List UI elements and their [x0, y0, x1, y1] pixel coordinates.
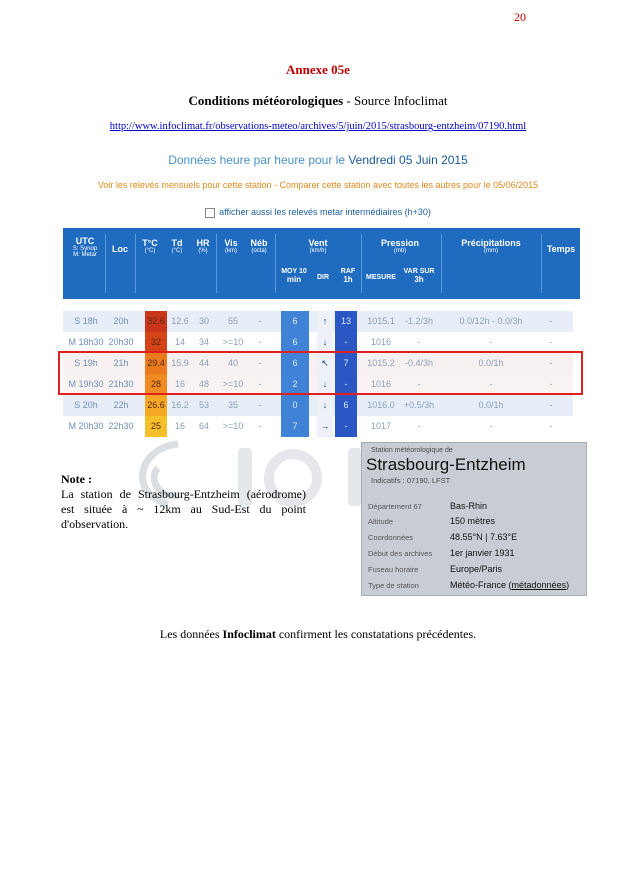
cell-raf: -: [335, 416, 357, 437]
table-row: [63, 395, 573, 416]
header-divider: [135, 234, 136, 293]
cell-moy: 6: [281, 332, 309, 353]
cell-dir: ↓: [317, 374, 333, 395]
cell-precip: -: [489, 379, 493, 389]
cell-t: 32: [145, 332, 167, 353]
cell-var: -: [417, 379, 421, 389]
header-pression: Pression (mb): [380, 238, 420, 254]
table-row: [63, 332, 573, 353]
station-field-key: Début des archives: [368, 549, 433, 558]
cell-temps: -: [549, 358, 553, 368]
station-field-key: Coordonnées: [368, 533, 414, 542]
header-divider: [361, 234, 362, 293]
cell-mesure: 1016: [370, 379, 392, 389]
cell-var: -: [417, 337, 421, 347]
cell-precip: -: [489, 421, 493, 431]
header-mesure: MESURE: [366, 274, 396, 281]
cell-hr: 30: [198, 316, 209, 326]
header-divider: [105, 234, 106, 293]
station-field-value: 1er janvier 1931: [450, 548, 515, 558]
cell-temps: -: [549, 421, 553, 431]
cell-mesure: 1017: [370, 421, 392, 431]
cell-t: 26.6: [145, 395, 167, 416]
header-divider: [275, 234, 276, 293]
cell-td: 14: [174, 337, 185, 347]
header-divider: [541, 234, 542, 293]
station-field-value: Météo-France (métadonnées): [450, 580, 570, 590]
station-field-key: Type de station: [368, 581, 419, 590]
cell-utc: M 19h30: [68, 379, 104, 389]
cell-utc: M 20h30: [68, 421, 104, 431]
document-title-bold: Conditions météorologiques: [188, 93, 344, 108]
cell-raf: 13: [335, 311, 357, 332]
cell-hr: 64: [198, 421, 209, 431]
infoclimat-heading: [0, 153, 636, 167]
cell-moy: 6: [281, 311, 309, 332]
header-utc: UTC S: Synop M: Metar: [72, 236, 98, 258]
header-vis: Vis (km): [224, 238, 238, 254]
heading-date: Vendredi 05 Juin 2015: [348, 153, 468, 167]
cell-mesure: 1016.0: [367, 400, 395, 410]
cell-raf: 7: [335, 353, 357, 374]
cell-t: 28: [145, 374, 167, 395]
cell-hr: 34: [198, 337, 209, 347]
cell-td: 16: [174, 421, 185, 431]
cell-loc: 20h: [113, 316, 129, 326]
cell-temps: -: [549, 400, 553, 410]
header-divider: [441, 234, 442, 293]
highlight-box: [58, 351, 583, 395]
station-field-value: Bas-Rhin: [450, 501, 488, 511]
metar-label: afficher aussi les relevés metar intermédiaires (h+30): [219, 207, 431, 217]
header-var: VAR SUR 3h: [403, 268, 435, 284]
station-field-key: Fuseau horaire: [368, 565, 419, 574]
cell-loc: 21h: [113, 358, 129, 368]
cell-neb: -: [258, 358, 262, 368]
cell-hr: 44: [198, 358, 209, 368]
station-field-value: Europe/Paris: [450, 564, 503, 574]
header-raf: RAF 1h: [340, 268, 356, 284]
cell-raf: 6: [335, 395, 357, 416]
station-name: Strasbourg-Entzheim: [366, 455, 526, 474]
cell-hr: 48: [198, 379, 209, 389]
cell-loc: 22h30: [108, 421, 134, 431]
station-caption: Station météorologique de: [371, 447, 453, 454]
cell-utc: M 18h30: [68, 337, 104, 347]
cell-td: 16: [174, 379, 185, 389]
station-field-value: 48.55°N | 7.63°E: [450, 532, 518, 542]
table-header: [63, 228, 580, 299]
table-row: [63, 311, 573, 332]
cell-temps: -: [549, 379, 553, 389]
note-text: La station de Strasbourg-Entzheim (aérodrome) est située à ~ 12km au Sud-Est du point d'observation.: [61, 487, 306, 531]
header-loc: Loc: [111, 244, 128, 254]
cell-dir: ↑: [317, 311, 333, 332]
cell-mesure: 1015.1: [367, 316, 395, 326]
cell-loc: 20h30: [108, 337, 134, 347]
cell-temps: -: [549, 337, 553, 347]
cell-dir: →: [317, 416, 333, 437]
source-link[interactable]: http://www.infoclimat.fr/observations-meteo/archives/5/juin/2015/strasbourg-entzheim/07190.html: [109, 121, 527, 132]
header-moy: MOY 10 min: [281, 268, 307, 284]
heading-prefix: Données heure par heure pour le: [168, 153, 349, 167]
cell-neb: -: [258, 379, 262, 389]
cell-vis: >=10: [222, 337, 244, 347]
header-dir: DIR: [316, 274, 330, 281]
cell-dir: ↓: [317, 332, 333, 353]
cell-neb: -: [258, 337, 262, 347]
header-neb: Néb (octa): [250, 238, 268, 254]
table-row: [63, 416, 573, 437]
cell-precip: 0.0/1h: [478, 358, 504, 368]
cell-precip: -: [489, 337, 493, 347]
cell-loc: 22h: [113, 400, 129, 410]
cell-vis: >=10: [222, 379, 244, 389]
header-tc: T°C (°C): [142, 238, 158, 254]
document-title-rest: - Source Infoclimat: [343, 93, 448, 108]
note-label: Note :: [61, 472, 92, 486]
cell-t: 25: [145, 416, 167, 437]
page-number: 20: [514, 10, 526, 24]
cell-hr: 53: [198, 400, 209, 410]
cell-moy: 6: [281, 353, 309, 374]
cell-vis: 35: [227, 400, 238, 410]
cell-loc: 21h30: [108, 379, 134, 389]
header-hr: HR (%): [196, 238, 210, 254]
cell-vis: 40: [227, 358, 238, 368]
cell-neb: -: [258, 400, 262, 410]
cell-dir: ↖: [317, 353, 333, 374]
cell-t: 29.4: [145, 353, 167, 374]
station-field-value: 150 mètres: [450, 516, 496, 526]
infoclimat-links[interactable]: Voir les relevés mensuels pour cette station - Comparer cette station avec toutes les autres pour le 05/06/2015: [97, 180, 539, 190]
cell-td: 16.2: [171, 400, 189, 410]
cell-raf: -: [335, 332, 357, 353]
cell-mesure: 1015.2: [367, 358, 395, 368]
cell-dir: ↓: [317, 395, 333, 416]
cell-neb: -: [258, 421, 262, 431]
cell-utc: S 18h: [74, 316, 98, 326]
station-card: [361, 442, 587, 596]
header-vent: Vent (km/h): [308, 238, 328, 254]
conclusion-post: confirment les constatations précédentes.: [275, 627, 477, 641]
cell-moy: 7: [281, 416, 309, 437]
cell-mesure: 1016: [370, 337, 392, 347]
cell-td: 15.9: [171, 358, 189, 368]
document-title: [0, 93, 636, 109]
cell-raf: -: [335, 374, 357, 395]
cell-vis: 55: [227, 316, 238, 326]
cell-var: -1.2/3h: [404, 316, 434, 326]
metar-checkbox[interactable]: [205, 208, 215, 218]
conclusion: [0, 627, 636, 642]
cell-var: -: [417, 421, 421, 431]
conclusion-bold: Infoclimat: [222, 627, 276, 641]
station-field-key: Altitude: [368, 517, 394, 526]
cell-vis: >=10: [222, 421, 244, 431]
annex-title: Annexe 05e: [286, 62, 350, 77]
cell-utc: S 19h: [74, 358, 98, 368]
header-td: Td (°C): [171, 238, 183, 254]
cell-moy: 0: [281, 395, 309, 416]
cell-precip: 0.0/12h - 0.0/3h: [459, 316, 523, 326]
cell-td: 12.6: [171, 316, 189, 326]
cell-t: 32.6: [145, 311, 167, 332]
cell-temps: -: [549, 316, 553, 326]
header-precip: Précipitations (mm): [461, 238, 521, 254]
cell-var: +0.5/3h: [403, 400, 435, 410]
metadonnees-link[interactable]: métadonnées: [511, 580, 567, 590]
station-indicatifs: Indicatifs : 07190, LFST: [371, 476, 451, 485]
cell-moy: 2: [281, 374, 309, 395]
cell-precip: 0.0/1h: [478, 400, 504, 410]
station-field-key: Département 67: [368, 502, 422, 511]
header-temps: Temps: [546, 244, 576, 254]
metar-toggle[interactable]: [0, 207, 636, 218]
cell-neb: -: [258, 316, 262, 326]
cell-var: -0.4/3h: [404, 358, 434, 368]
conclusion-pre: Les données: [159, 627, 223, 641]
cell-utc: S 20h: [74, 400, 98, 410]
